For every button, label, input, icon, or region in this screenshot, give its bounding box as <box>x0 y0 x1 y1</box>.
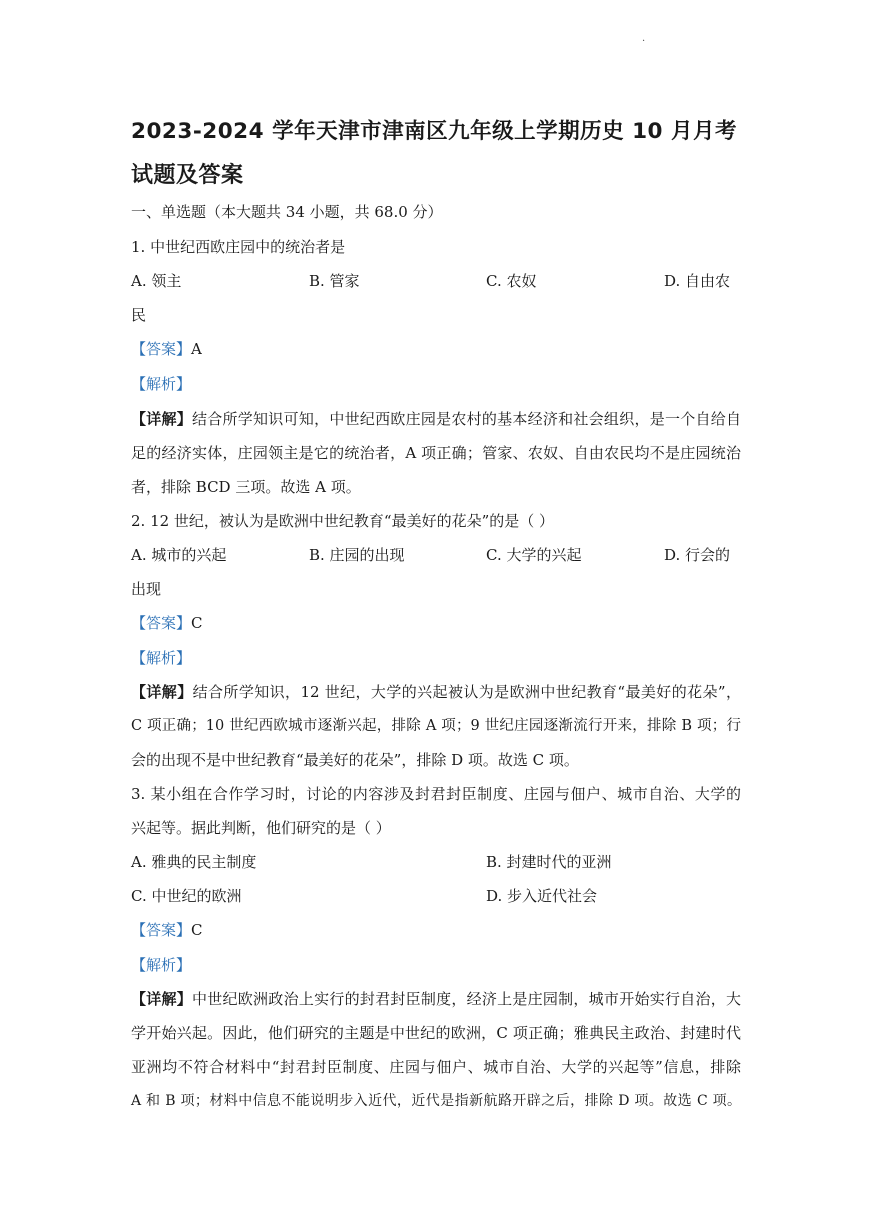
corner-mark: · <box>642 36 646 47</box>
q1-option-a: A. 领主 <box>131 272 182 290</box>
q3-option-a: A. 雅典的民主制度 <box>131 853 257 871</box>
answer-value: C <box>191 614 203 632</box>
q3-detail-line-4: A 和 B 项；材料中信息不能说明步入近代，近代是指新航路开辟之后，排除 D 项。故选 C 项。 <box>131 1093 741 1109</box>
analysis-label: 【解析】 <box>131 956 192 974</box>
q3-analysis-label <box>131 955 741 975</box>
q2-option-d: D. 行会的 <box>664 546 731 564</box>
q1-detail-line-2: 足的经济实体，庄园领主是它的统治者，A 项正确；管家、农奴、自由农民均不是庄园统治 <box>131 444 741 462</box>
q3-option-b: B. 封建时代的亚洲 <box>486 853 612 871</box>
q3-detail-line-3: 亚洲均不符合材料中“封君封臣制度、庄园与佃户、城市自治、大学的兴起等”信息，排除 <box>131 1058 741 1076</box>
q2-detail-line-2: C 项正确；10 世纪西欧城市逐渐兴起，排除 A 项；9 世纪庄园逐渐流行开来，排除 B 项；行 <box>131 718 741 734</box>
document-title-line-2: 试题及答案 <box>131 163 244 188</box>
q2-answer <box>131 613 741 633</box>
q2-option-d-wrap: 出现 <box>131 580 162 598</box>
q3-detail-line-2: 学开始兴起。因此，他们研究的主题是中世纪的欧洲，C 项正确；雅典民主政治、封建时代 <box>131 1024 741 1042</box>
detail-text: 中世纪欧洲政治上实行的封君封臣制度，经济上是庄园制，城市开始实行自治，大 <box>192 990 741 1008</box>
detail-text: 结合所学知识可知，中世纪西欧庄园是农村的基本经济和社会组织，是一个自给自 <box>192 410 741 428</box>
answer-value: C <box>191 921 203 939</box>
section-heading: 一、单选题（本大题共 34 小题，共 68.0 分） <box>131 203 443 221</box>
detail-label: 【详解】 <box>131 683 193 701</box>
detail-label: 【详解】 <box>131 990 193 1008</box>
detail-label: 【详解】 <box>131 410 193 428</box>
q1-answer <box>131 339 741 359</box>
q1-option-b: B. 管家 <box>309 272 360 290</box>
q2-detail-line-1 <box>131 682 741 702</box>
q1-detail-line-3: 者，排除 BCD 三项。故选 A 项。 <box>131 478 361 496</box>
answer-label: 【答案】 <box>131 340 192 358</box>
q2-option-b: B. 庄园的出现 <box>309 546 405 564</box>
q1-analysis-label <box>131 374 741 394</box>
answer-value: A <box>191 340 202 358</box>
q3-detail-line-1 <box>131 989 741 1009</box>
q3-answer <box>131 920 741 940</box>
q3-stem-line-2: 兴起等。据此判断，他们研究的是（ ） <box>131 819 391 837</box>
q3-stem-line-1: 3. 某小组在合作学习时，讨论的内容涉及封君封臣制度、庄园与佃户、城市自治、大学的 <box>131 785 741 803</box>
detail-text: 结合所学知识，12 世纪，大学的兴起被认为是欧洲中世纪教育“最美好的花朵”， <box>192 683 741 701</box>
analysis-label: 【解析】 <box>131 375 192 393</box>
q1-option-d: D. 自由农 <box>664 272 731 290</box>
q3-option-c: C. 中世纪的欧洲 <box>131 887 242 905</box>
answer-label: 【答案】 <box>131 921 192 939</box>
q2-analysis-label <box>131 648 741 668</box>
q1-stem: 1. 中世纪西欧庄园中的统治者是 <box>131 238 346 256</box>
q2-detail-line-3: 会的出现不是中世纪教育“最美好的花朵”，排除 D 项。故选 C 项。 <box>131 751 579 769</box>
q2-option-c: C. 大学的兴起 <box>486 546 582 564</box>
q1-option-d-wrap: 民 <box>131 306 147 324</box>
q1-option-c: C. 农奴 <box>486 272 537 290</box>
document-title-line-1: 2023-2024 学年天津市津南区九年级上学期历史 10 月月考 <box>131 119 737 144</box>
q2-stem: 2. 12 世纪，被认为是欧洲中世纪教育“最美好的花朵”的是（ ） <box>131 512 555 530</box>
q3-option-d: D. 步入近代社会 <box>486 887 598 905</box>
q1-detail-line-1 <box>131 409 741 429</box>
answer-label: 【答案】 <box>131 614 192 632</box>
analysis-label: 【解析】 <box>131 649 192 667</box>
q2-option-a: A. 城市的兴起 <box>131 546 227 564</box>
